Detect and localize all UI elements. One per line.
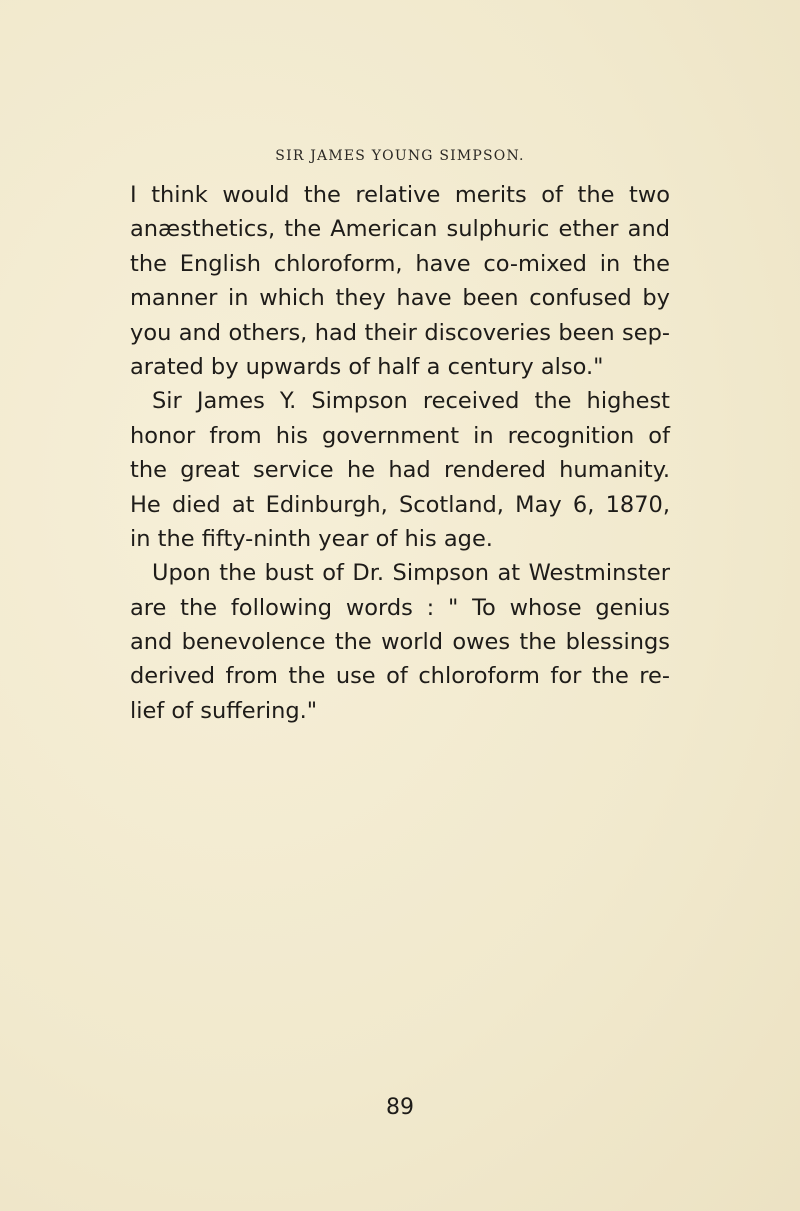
text-line: anæsthetics, the American sulphuric ether and	[130, 216, 670, 243]
text-line: manner in which they have been confused by	[130, 285, 670, 312]
text-line: I think would the relative merits of the two	[130, 182, 670, 208]
text-line: honor from his government in recognition of	[130, 422, 670, 449]
text-line: are the following words : " To whose genius	[130, 594, 670, 621]
text-line: derived from the use of chloroform for the re-	[130, 663, 670, 690]
running-head: SIR JAMES YOUNG SIMPSON.	[275, 148, 525, 164]
paragraph-1	[130, 178, 670, 384]
text-line: He died at Edinburgh, Scotland, May 6, 1870,	[130, 491, 670, 518]
paragraph-3	[130, 556, 670, 728]
text-line: you and others, had their discoveries been sep-	[130, 319, 670, 346]
text-line: lief of suffering."	[130, 697, 318, 724]
text-line: Upon the bust of Dr. Simpson at Westminster	[152, 560, 670, 587]
page-number: 89	[386, 1095, 414, 1120]
body-text	[130, 178, 670, 728]
text-line: Sir James Y. Simpson received the highest	[152, 388, 670, 415]
text-line: and benevolence the world owes the blessings	[130, 629, 670, 656]
text-line: the great service he had rendered humanity.	[130, 457, 670, 484]
paragraph-2	[130, 384, 670, 556]
text-line: the English chloroform, have co-mixed in the	[130, 250, 670, 277]
text-line: in the fifty-ninth year of his age.	[130, 525, 493, 552]
text-line: arated by upwards of half a century also."	[130, 353, 604, 380]
